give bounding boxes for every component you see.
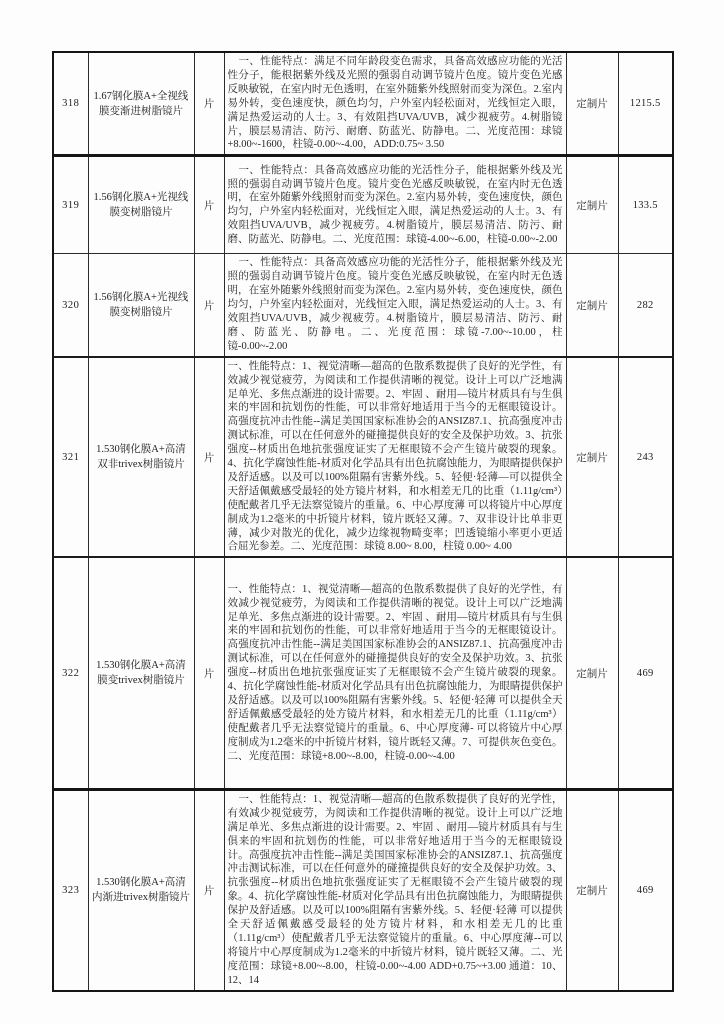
table-row [53,357,673,558]
table-row [53,557,673,789]
row-number-cell: 320 [53,254,88,357]
row-number-cell: 321 [53,357,88,558]
description-text: 一、性能特点：具备高效感应功能的光活性分子，能根据紫外线及光照的强弱自动调节镜片色度。镜片变色光感反映敏锐，在室内时无色透明，在室外随紫外线照射而变为深色。2.室内易外转，变色速度快，颜色均匀，户外室内轻松面对，光线恒定入眼，满足热爱运动的人士。3、有效阻挡UVA/UVB，减少视疲劳。4.树脂镜片，膜层易清洁、防污、耐磨、防蓝光、防静电。二、光度范围：球镜-7.00~-10.00，柱镜-0.00~-2.00 [227,257,563,352]
product-name-cell: 1.530钢化膜A+高清双非trivex树脂镜片 [88,357,194,558]
description-cell [224,254,566,357]
unit-cell: 片 [194,789,224,990]
price-cell: 282 [618,254,673,357]
description-cell [224,357,566,558]
product-name-cell: 1.56钢化膜A+光视线膜变树脂镜片 [88,156,194,254]
product-name-cell: 1.56钢化膜A+光视线膜变树脂镜片 [88,254,194,357]
description-cell [224,52,566,156]
product-name-cell: 1.67钢化膜A+全视线膜变渐进树脂镜片 [88,52,194,156]
type-cell: 定制片 [566,789,618,990]
row-number-cell: 319 [53,156,88,254]
price-cell: 1215.5 [618,52,673,156]
description-text: 一、性能特点：1、视觉清晰—超高的色散系数提供了良好的光学性，有效减少视觉疲劳，为阅读和工作提供清晰的视觉。设计上可以广泛地满足单光、多焦点渐进的设计需要。2、牢固 、耐用—镜片材质具有与生俱来的牢固和抗划伤的性能，可以非常好地适用于当今的无框眼镜设计。高强度抗冲击性能--满足美国国家标准协会的ANSIZ87.1、抗高强度冲击测试标准，可以在任何意外的碰撞提供良好的安全及保护功效。3、抗张强度--材质出色地抗张强度证实了无框眼镜不会产生镜片破裂的现象。4、抗化学腐蚀性能-材质对化学品具有出色抗腐蚀能力，为眼睛提供保护及舒适感。以及可以100%阻隔有害紫外线。5、轻便·轻薄 可以提供全天舒适佩戴感受最轻的处方镜片材料，和水相差无几的比重（1.11g/cm³）使配戴者几乎无法察觉镜片的重量。6、中心厚度薄--可以将镜片中心厚度制成为1.2毫米的中折镜片材料，镜片既轻又薄。二、光度范围：球镜+8.00~-8.00，柱镜-0.00~-4.00 ADD+0.75~+3.00 通道：10、12、14 [227,793,563,986]
unit-cell: 片 [194,156,224,254]
unit-cell: 片 [194,52,224,156]
description-text: 一、性能特点：满足不同年龄段变色需求，具备高效感应功能的光活性分子，能根据紫外线及光照的强弱自动调节镜片色度。镜片变色光感反映敏锐，在室内时无色透明，在室外随紫外线照射而变为深色。2.室内易外转，变色速度快，颜色均匀，户外室内轻松面对，光线恒定入眼，满足热爱运动的人士。3、有效阻挡UVA/UVB，减少视疲劳。4.树脂镜片，膜层易清洁、防污、耐磨、防蓝光、防静电。二、光度范围：球镜+8.00~-1600，柱镜-0.00~-4.00，ADD:0.75~ 3.50 [227,56,563,151]
unit-cell: 片 [194,254,224,357]
price-cell: 133.5 [618,156,673,254]
price-cell: 243 [618,357,673,558]
unit-cell: 片 [194,357,224,558]
price-cell: 469 [618,557,673,789]
table-row [53,789,673,990]
description-text: 一、性能特点：1、视觉清晰—超高的色散系数提供了良好的光学性，有效减少视觉疲劳，为阅读和工作提供清晰的视觉。设计上可以广泛地满足单光、多焦点渐进的设计需要。2、牢固 、耐用—镜片材质具有与生俱来的牢固和抗划伤的性能，可以非常好地适用于当今的无框眼镜设计。高强度抗冲击性能--满足美国国家标准协会的ANSIZ87.1、抗高强度冲击测试标准，可以在任何意外的碰撞提供良好的安全及保护功效。3、抗张强度--材质出色地抗张强度证实了无框眼镜不会产生镜片破裂的现象。4、抗化学腐蚀性能-材质对化学品具有出色抗腐蚀能力，为眼睛提供保护及舒适感。以及可以100%阻隔有害紫外线。5、轻便·轻薄—可以提供全天舒适佩戴感受最轻的处方镜片材料，和水相差无几的比重（1.11g/cm³）使配戴者几乎无法察觉镜片的重量。6、中心厚度薄 可以将镜片中心厚度制成为1.2毫米的中折镜片材料，镜片既轻又薄。7、双非设计比单非更薄，减少对散光的优化，减少边缘视物畸变率；凹透镜缩小率更小更适合屈光参差。二、光度范围：球镜 8.00~ 8.00，柱镜 0.00~ 4.00 [227,360,563,553]
description-cell [224,156,566,254]
description-cell [224,557,566,789]
row-number-cell: 318 [53,52,88,156]
type-cell: 定制片 [566,357,618,558]
lens-price-table [52,51,674,992]
table-row [53,156,673,254]
row-number-cell: 323 [53,789,88,990]
table-row [53,254,673,357]
type-cell: 定制片 [566,156,618,254]
unit-cell: 片 [194,557,224,789]
product-name-cell: 1.530钢化膜A+高清内渐进trivex树脂镜片 [88,789,194,990]
table-row [53,52,673,156]
description-text: 一、性能特点：1、视觉清晰—超高的色散系数提供了良好的光学性，有效减少视觉疲劳，为阅读和工作提供清晰的视觉。设计上可以广泛地满足单光、多焦点渐进的设计需要。2、牢固 、耐用—镜片材质具有与生俱来的牢固和抗划伤的性能，可以非常好地适用于当今的无框眼镜设计。高强度抗冲击性能--满足美国国家标准协会的ANSIZ87.1、抗高强度冲击测试标准，可以在任何意外的碰撞提供良好的安全及保护功效。3、抗张强度--材质出色地抗张强度证实了无框眼镜不会产生镜片破裂的现象。4、抗化学腐蚀性能-材质对化学品具有出色抗腐蚀能力，为眼睛提供保护及舒适感。以及可以100%阻隔有害紫外线。5、轻便·轻薄 可以提供全天舒适佩戴感受最轻的处方镜片材料，和水相差无几的比重（1.11g/cm³）使配戴者几乎无法察觉镜片的重量。6、中心厚度薄- 可以将镜片中心厚度制成为1.2毫米的中折镜片材料，镜片既轻又薄。7、可提供灰色变色。二、光度范围：球镜+8.00~-8.00，柱镜-0.00~-4.00 [227,583,563,762]
description-text: 一、性能特点：具备高效感应功能的光活性分子，能根据紫外线及光照的强弱自动调节镜片色度。镜片变色光感反映敏锐，在室内时无色透明，在室外随紫外线照射而变为深色。2.室内易外转，变色速度快，颜色均匀，户外室内轻松面对，光线恒定入眼，满足热爱运动的人士。3、有效阻挡UVA/UVB，减少视疲劳。4.树脂镜片，膜层易清洁、防污、耐磨、防蓝光、防静电。二、光度范围：球镜-4.00~-6.00，柱镜-0.00~-2.00 [227,164,563,246]
row-number-cell: 322 [53,557,88,789]
type-cell: 定制片 [566,254,618,357]
price-cell: 469 [618,789,673,990]
type-cell: 定制片 [566,52,618,156]
description-cell [224,789,566,990]
product-name-cell: 1.530钢化膜A+高清膜变trivex树脂镜片 [88,557,194,789]
type-cell: 定制片 [566,557,618,789]
